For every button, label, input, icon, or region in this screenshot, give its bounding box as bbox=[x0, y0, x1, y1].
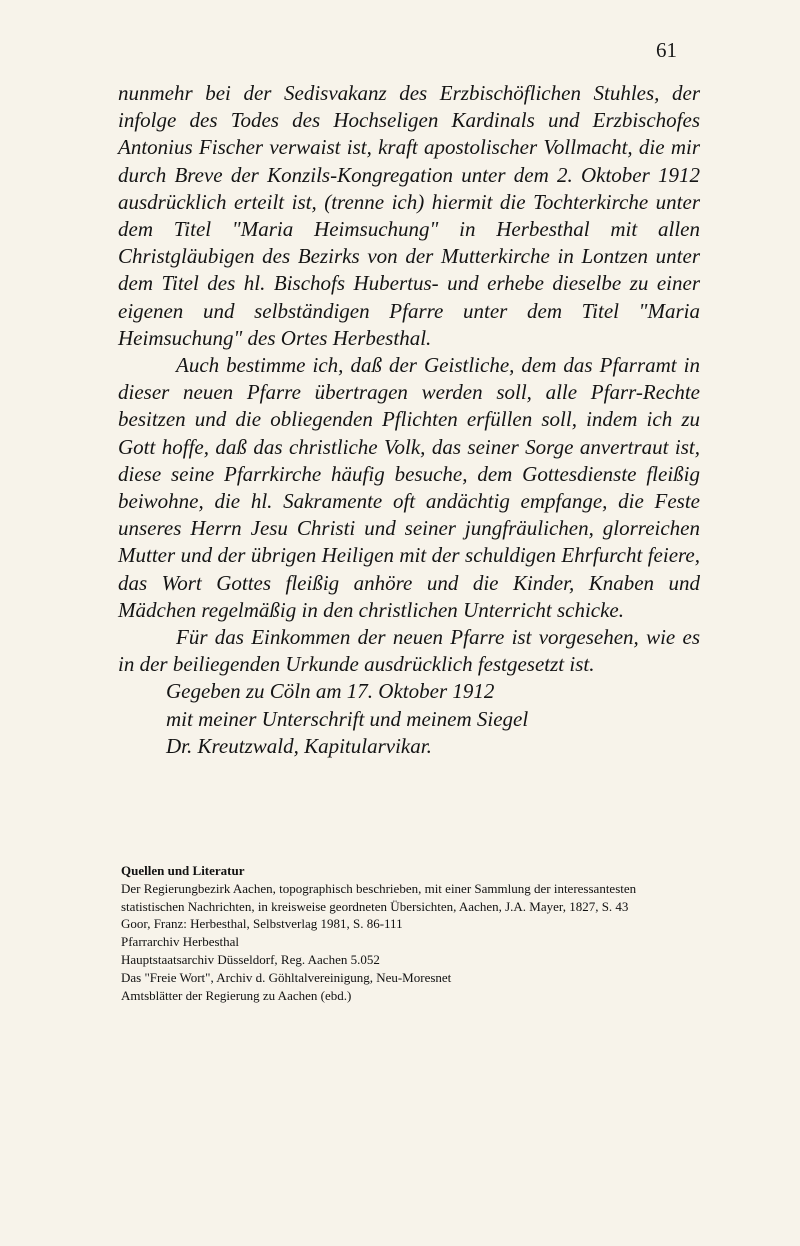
source-entry: Der Regierungbezirk Aachen, topographisch beschrieben, mit einer Sammlung der interessantesten statistischen Nachrichten, in kreisweise geordneten Übersichten, Aachen, J.A. Mayer, 1827, S. 43 bbox=[121, 880, 637, 914]
closing-signature bbox=[166, 678, 700, 760]
source-entry: Hauptstaatsarchiv Düsseldorf, Reg. Aachen 5.052 bbox=[121, 951, 380, 967]
paragraph-income: Für das Einkommen der neuen Pfarre ist vorgesehen, wie es in der beiliegenden Urkunde ausdrücklich festgesetzt ist. bbox=[118, 625, 700, 677]
closing-line-signatory: Dr. Kreutzwald, Kapitularvikar. bbox=[166, 733, 432, 758]
paragraph-duties: Auch bestimme ich, daß der Geistliche, dem das Pfarramt in dieser neuen Pfarre übertragen werden soll, alle Pfarr-Rechte besitzen und die obliegenden Pflichten erfüllen soll, indem ich zu Gott hoffe, daß das christliche Volk, das seiner Sorge anvertraut ist, diese seine Pfarrkirche häufig besuche, dem Gottesdienste fleißig beiwohne, die hl. Sakramente oft andächtig empfange, die Feste unseres Herrn Jesu Christi und seiner jungfräulichen, glorreichen Mutter und der übrigen Heiligen mit der schuldigen Ehrfurcht feiere, das Wort Gottes fleißig anhöre und die Kinder, Knaben und Mädchen regelmäßig in den christlichen Unterricht schicke. bbox=[118, 353, 700, 622]
paragraph-decree: nunmehr bei der Sedisvakanz des Erzbischöflichen Stuhles, der infolge des Todes des Hochseligen Kardinals und Erzbischofes Antonius Fischer verwaist ist, kraft apostolischer Vollmacht, die mir durch Breve der Konzils-Kongregation unter dem 2. Oktober 1912 ausdrücklich erteilt ist, (trenne ich) hiermit die Tochterkirche unter dem Titel "Maria Heimsuchung" in Herbesthal mit allen Christgläubigen des Bezirks von der Mutterkirche in Lontzen unter dem Titel des hl. Bischofs Hubertus- und erhebe dieselbe zu einer eigenen und selbständigen Pfarre unter dem Titel "Maria Heimsuchung" des Ortes Herbesthal. bbox=[118, 81, 700, 350]
document-body bbox=[118, 80, 700, 760]
sources-heading: Quellen und Literatur bbox=[121, 863, 245, 878]
closing-line-seal: mit meiner Unterschrift und meinem Siegel bbox=[166, 706, 529, 731]
closing-line-date: Gegeben zu Cöln am 17. Oktober 1912 bbox=[166, 679, 495, 704]
source-entry: Das "Freie Wort", Archiv d. Göhltalvereinigung, Neu-Moresnet bbox=[121, 969, 452, 985]
page-number: 61 bbox=[656, 38, 677, 62]
source-entry: Goor, Franz: Herbesthal, Selbstverlag 1981, S. 86-111 bbox=[121, 916, 403, 932]
source-entry: Pfarrarchiv Herbesthal bbox=[121, 934, 240, 950]
source-entry: Amtsblätter der Regierung zu Aachen (ebd.) bbox=[121, 987, 352, 1003]
sources-section bbox=[121, 862, 701, 1004]
